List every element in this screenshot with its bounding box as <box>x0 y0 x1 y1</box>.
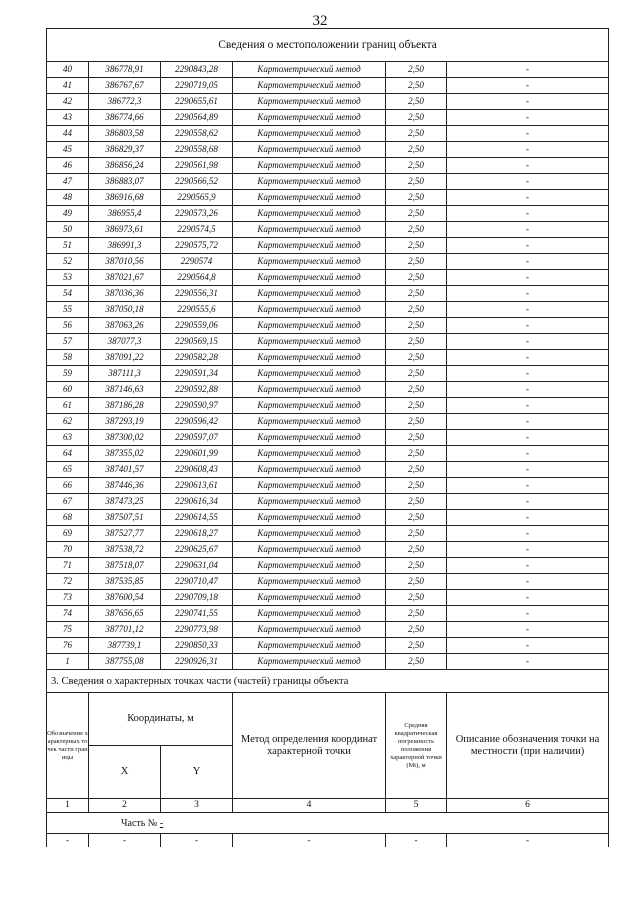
point-id-cell: 45 <box>47 142 89 158</box>
mt-value-cell: 2,50 <box>386 414 447 430</box>
description-cell: - <box>447 174 609 190</box>
coord-x-cell: 387535,85 <box>89 574 161 590</box>
mt-value-cell: 2,50 <box>386 142 447 158</box>
mt-value-cell: 2,50 <box>386 78 447 94</box>
table-row <box>47 574 609 590</box>
coord-x-cell: 387010,56 <box>89 254 161 270</box>
method-cell: Картометрический метод <box>233 398 386 414</box>
mt-value-cell: 2,50 <box>386 318 447 334</box>
method-cell: Картометрический метод <box>233 318 386 334</box>
page-number: 32 <box>312 13 328 29</box>
point-id-cell: 44 <box>47 126 89 142</box>
section3-title: 3. Сведения о характерных точках части (частей) границы объекта <box>47 670 609 693</box>
method-cell: Картометрический метод <box>233 526 386 542</box>
table-row <box>47 590 609 606</box>
table-row <box>47 174 609 190</box>
coord-x-cell: 387021,67 <box>89 270 161 286</box>
mt-value-cell: 2,50 <box>386 398 447 414</box>
coord-y-cell: 2290573,26 <box>161 206 233 222</box>
method-cell: Картометрический метод <box>233 334 386 350</box>
coord-y-cell: 2290741,55 <box>161 606 233 622</box>
method-cell: Картометрический метод <box>233 654 386 670</box>
table-row <box>47 158 609 174</box>
table-row <box>47 142 609 158</box>
coord-y-cell: 2290590,97 <box>161 398 233 414</box>
point-id-cell: 75 <box>47 622 89 638</box>
description-cell: - <box>447 590 609 606</box>
description-cell: - <box>447 366 609 382</box>
header-mt: Средняя квадратическая погрешность положения характерной точки (Mt), м <box>386 693 447 799</box>
part-points-table <box>46 670 609 847</box>
method-cell: Картометрический метод <box>233 206 386 222</box>
description-cell: - <box>447 414 609 430</box>
method-cell: Картометрический метод <box>233 78 386 94</box>
mt-value-cell: 2,50 <box>386 654 447 670</box>
point-id-cell: 62 <box>47 414 89 430</box>
point-id-cell: 56 <box>47 318 89 334</box>
coord-y-cell: 2290574 <box>161 254 233 270</box>
point-id-cell: 74 <box>47 606 89 622</box>
description-cell: - <box>447 350 609 366</box>
col-number: 4 <box>233 799 386 813</box>
coord-x-cell: 387077,3 <box>89 334 161 350</box>
coordinates-table <box>46 28 609 670</box>
coord-y-cell: 2290564,89 <box>161 110 233 126</box>
coord-x-cell: 387401,57 <box>89 462 161 478</box>
coord-y-cell: 2290631,04 <box>161 558 233 574</box>
section-title: Сведения о местоположении границ объекта <box>47 29 609 62</box>
method-cell: Картометрический метод <box>233 190 386 206</box>
coord-x-cell: 387050,18 <box>89 302 161 318</box>
coord-x-cell: 387186,28 <box>89 398 161 414</box>
coord-y-cell: 2290591,34 <box>161 366 233 382</box>
coord-x-cell: 386955,4 <box>89 206 161 222</box>
coord-y-cell: 2290618,27 <box>161 526 233 542</box>
table-row <box>47 94 609 110</box>
point-id-cell: 52 <box>47 254 89 270</box>
table-row <box>47 510 609 526</box>
mt-value-cell: 2,50 <box>386 494 447 510</box>
mt-value-cell: 2,50 <box>386 558 447 574</box>
mt-value-cell: 2,50 <box>386 254 447 270</box>
method-cell: Картометрический метод <box>233 430 386 446</box>
method-cell: Картометрический метод <box>233 142 386 158</box>
table-row <box>47 302 609 318</box>
method-cell: Картометрический метод <box>233 638 386 654</box>
coord-x-cell: 387036,36 <box>89 286 161 302</box>
table-row <box>47 462 609 478</box>
table-row <box>47 126 609 142</box>
description-cell: - <box>447 638 609 654</box>
table-row <box>47 190 609 206</box>
description-cell: - <box>447 318 609 334</box>
description-cell: - <box>447 558 609 574</box>
coord-x-cell: 387446,36 <box>89 478 161 494</box>
mt-value-cell: 2,50 <box>386 238 447 254</box>
coord-y-cell: 2290574,5 <box>161 222 233 238</box>
coord-y-cell: 2290616,34 <box>161 494 233 510</box>
coord-x-cell: 386774,66 <box>89 110 161 126</box>
col-number: 1 <box>47 799 89 813</box>
description-cell: - <box>447 206 609 222</box>
point-id-cell: 55 <box>47 302 89 318</box>
table-row <box>47 638 609 654</box>
table-row <box>47 318 609 334</box>
coord-y-cell: 2290613,61 <box>161 478 233 494</box>
col-number: 6 <box>447 799 609 813</box>
point-id-cell: 60 <box>47 382 89 398</box>
method-cell: Картометрический метод <box>233 270 386 286</box>
description-cell: - <box>447 270 609 286</box>
point-id-cell: 51 <box>47 238 89 254</box>
header-x: X <box>89 746 161 799</box>
point-id-cell: 54 <box>47 286 89 302</box>
mt-value-cell: 2,50 <box>386 366 447 382</box>
mt-value-cell: 2,50 <box>386 542 447 558</box>
method-cell: Картометрический метод <box>233 574 386 590</box>
point-id-cell: 71 <box>47 558 89 574</box>
method-cell: Картометрический метод <box>233 542 386 558</box>
point-id-cell: 65 <box>47 462 89 478</box>
mt-value-cell: 2,50 <box>386 462 447 478</box>
description-cell: - <box>447 222 609 238</box>
coord-y-cell: 2290596,42 <box>161 414 233 430</box>
method-cell: Картометрический метод <box>233 302 386 318</box>
coord-y-cell: 2290569,15 <box>161 334 233 350</box>
coord-y-cell: 2290608,43 <box>161 462 233 478</box>
method-cell: Картометрический метод <box>233 414 386 430</box>
coord-y-cell: 2290597,07 <box>161 430 233 446</box>
coord-x-cell: 386916,68 <box>89 190 161 206</box>
table-row <box>47 366 609 382</box>
description-cell: - <box>447 142 609 158</box>
table-row <box>47 526 609 542</box>
coord-y-cell: 2290773,98 <box>161 622 233 638</box>
empty-cell: - <box>233 834 386 848</box>
table-row <box>47 606 609 622</box>
coord-x-cell: 387656,65 <box>89 606 161 622</box>
method-cell: Картометрический метод <box>233 62 386 78</box>
table-row <box>47 494 609 510</box>
method-cell: Картометрический метод <box>233 126 386 142</box>
method-cell: Картометрический метод <box>233 478 386 494</box>
mt-value-cell: 2,50 <box>386 62 447 78</box>
point-id-cell: 47 <box>47 174 89 190</box>
mt-value-cell: 2,50 <box>386 638 447 654</box>
method-cell: Картометрический метод <box>233 254 386 270</box>
description-cell: - <box>447 334 609 350</box>
mt-value-cell: 2,50 <box>386 158 447 174</box>
col-number: 5 <box>386 799 447 813</box>
coord-y-cell: 2290582,28 <box>161 350 233 366</box>
coord-x-cell: 387538,72 <box>89 542 161 558</box>
method-cell: Картометрический метод <box>233 590 386 606</box>
mt-value-cell: 2,50 <box>386 606 447 622</box>
coord-x-cell: 387063,26 <box>89 318 161 334</box>
coord-x-cell: 387739,1 <box>89 638 161 654</box>
coord-y-cell: 2290719,05 <box>161 78 233 94</box>
table-row <box>47 254 609 270</box>
point-id-cell: 63 <box>47 430 89 446</box>
description-cell: - <box>447 190 609 206</box>
coord-y-cell: 2290575,72 <box>161 238 233 254</box>
mt-value-cell: 2,50 <box>386 446 447 462</box>
coord-y-cell: 2290601,99 <box>161 446 233 462</box>
method-cell: Картометрический метод <box>233 222 386 238</box>
coord-x-cell: 387300,02 <box>89 430 161 446</box>
description-cell: - <box>447 238 609 254</box>
mt-value-cell: 2,50 <box>386 334 447 350</box>
table-row <box>47 446 609 462</box>
coord-y-cell: 2290614,55 <box>161 510 233 526</box>
method-cell: Картометрический метод <box>233 94 386 110</box>
coord-y-cell: 2290566,52 <box>161 174 233 190</box>
description-cell: - <box>447 110 609 126</box>
coord-x-cell: 386829,37 <box>89 142 161 158</box>
coord-y-cell: 2290561,98 <box>161 158 233 174</box>
coord-x-cell: 387507,51 <box>89 510 161 526</box>
mt-value-cell: 2,50 <box>386 430 447 446</box>
table-row <box>47 62 609 78</box>
table-row <box>47 382 609 398</box>
coord-y-cell: 2290558,68 <box>161 142 233 158</box>
method-cell: Картометрический метод <box>233 350 386 366</box>
method-cell: Картометрический метод <box>233 462 386 478</box>
point-id-cell: 43 <box>47 110 89 126</box>
coord-x-cell: 386803,58 <box>89 126 161 142</box>
col-number: 2 <box>89 799 161 813</box>
description-cell: - <box>447 286 609 302</box>
point-id-cell: 70 <box>47 542 89 558</box>
table-row <box>47 206 609 222</box>
point-id-cell: 64 <box>47 446 89 462</box>
header-description: Описание обозначения точки на местности (при наличии) <box>447 693 609 799</box>
table-row <box>47 558 609 574</box>
table-row <box>47 350 609 366</box>
coord-y-cell: 2290710,47 <box>161 574 233 590</box>
mt-value-cell: 2,50 <box>386 174 447 190</box>
description-cell: - <box>447 446 609 462</box>
description-cell: - <box>447 526 609 542</box>
method-cell: Картометрический метод <box>233 446 386 462</box>
mt-value-cell: 2,50 <box>386 94 447 110</box>
coord-y-cell: 2290556,31 <box>161 286 233 302</box>
point-id-cell: 50 <box>47 222 89 238</box>
point-id-cell: 1 <box>47 654 89 670</box>
mt-value-cell: 2,50 <box>386 510 447 526</box>
table-row <box>47 110 609 126</box>
point-id-cell: 57 <box>47 334 89 350</box>
description-cell: - <box>447 478 609 494</box>
description-cell: - <box>447 94 609 110</box>
table-row <box>47 478 609 494</box>
empty-cell: - <box>47 834 89 848</box>
table-row <box>47 286 609 302</box>
point-id-cell: 61 <box>47 398 89 414</box>
description-cell: - <box>447 430 609 446</box>
method-cell: Картометрический метод <box>233 382 386 398</box>
point-id-cell: 42 <box>47 94 89 110</box>
point-id-cell: 48 <box>47 190 89 206</box>
coord-y-cell: 2290655,61 <box>161 94 233 110</box>
header-method: Метод определения координат характерной точки <box>233 693 386 799</box>
mt-value-cell: 2,50 <box>386 190 447 206</box>
point-id-cell: 76 <box>47 638 89 654</box>
point-id-cell: 72 <box>47 574 89 590</box>
description-cell: - <box>447 254 609 270</box>
method-cell: Картометрический метод <box>233 622 386 638</box>
method-cell: Картометрический метод <box>233 158 386 174</box>
coord-y-cell: 2290592,88 <box>161 382 233 398</box>
mt-value-cell: 2,50 <box>386 222 447 238</box>
boundary-table-sheet <box>46 28 608 847</box>
mt-value-cell: 2,50 <box>386 206 447 222</box>
coord-x-cell: 386767,67 <box>89 78 161 94</box>
method-cell: Картометрический метод <box>233 286 386 302</box>
point-id-cell: 59 <box>47 366 89 382</box>
mt-value-cell: 2,50 <box>386 110 447 126</box>
col-number: 3 <box>161 799 233 813</box>
mt-value-cell: 2,50 <box>386 350 447 366</box>
part-row <box>47 813 609 834</box>
coord-x-cell: 387091,22 <box>89 350 161 366</box>
description-cell: - <box>447 78 609 94</box>
coord-x-cell: 387600,54 <box>89 590 161 606</box>
coord-x-cell: 387473,25 <box>89 494 161 510</box>
table-row <box>47 398 609 414</box>
coord-x-cell: 387293,19 <box>89 414 161 430</box>
table-row <box>47 430 609 446</box>
description-cell: - <box>447 494 609 510</box>
header-point-id: Обозначение характерных точек части границы <box>47 693 89 799</box>
coord-y-cell: 2290558,62 <box>161 126 233 142</box>
description-cell: - <box>447 302 609 318</box>
coord-y-cell: 2290565,9 <box>161 190 233 206</box>
table-row <box>47 222 609 238</box>
empty-cell: - <box>89 834 161 848</box>
coord-x-cell: 387527,77 <box>89 526 161 542</box>
table-row <box>47 622 609 638</box>
point-id-cell: 46 <box>47 158 89 174</box>
mt-value-cell: 2,50 <box>386 478 447 494</box>
table-row <box>47 414 609 430</box>
coord-x-cell: 387701,12 <box>89 622 161 638</box>
description-cell: - <box>447 622 609 638</box>
part-label: Часть № <box>121 817 158 829</box>
coord-x-cell: 386772,3 <box>89 94 161 110</box>
method-cell: Картометрический метод <box>233 238 386 254</box>
method-cell: Картометрический метод <box>233 110 386 126</box>
header-coordinates: Координаты, м <box>89 693 233 746</box>
coord-x-cell: 386883,07 <box>89 174 161 190</box>
mt-value-cell: 2,50 <box>386 622 447 638</box>
coord-x-cell: 386991,3 <box>89 238 161 254</box>
method-cell: Картометрический метод <box>233 174 386 190</box>
coord-x-cell: 387146,63 <box>89 382 161 398</box>
point-id-cell: 68 <box>47 510 89 526</box>
coord-y-cell: 2290843,28 <box>161 62 233 78</box>
point-id-cell: 69 <box>47 526 89 542</box>
description-cell: - <box>447 574 609 590</box>
header-y: Y <box>161 746 233 799</box>
coord-y-cell: 2290559,06 <box>161 318 233 334</box>
coord-y-cell: 2290564,8 <box>161 270 233 286</box>
table-row <box>47 542 609 558</box>
coord-y-cell: 2290555,6 <box>161 302 233 318</box>
description-cell: - <box>447 654 609 670</box>
empty-cell: - <box>161 834 233 848</box>
method-cell: Картометрический метод <box>233 494 386 510</box>
description-cell: - <box>447 510 609 526</box>
coord-x-cell: 387355,02 <box>89 446 161 462</box>
mt-value-cell: 2,50 <box>386 382 447 398</box>
coord-x-cell: 386778,91 <box>89 62 161 78</box>
mt-value-cell: 2,50 <box>386 270 447 286</box>
empty-cell: - <box>386 834 447 848</box>
table-row <box>47 238 609 254</box>
mt-value-cell: 2,50 <box>386 302 447 318</box>
description-cell: - <box>447 126 609 142</box>
point-id-cell: 53 <box>47 270 89 286</box>
table-row <box>47 270 609 286</box>
part-value: - <box>159 817 164 829</box>
point-id-cell: 41 <box>47 78 89 94</box>
method-cell: Картометрический метод <box>233 606 386 622</box>
description-cell: - <box>447 382 609 398</box>
coord-x-cell: 386973,61 <box>89 222 161 238</box>
table-row <box>47 654 609 670</box>
mt-value-cell: 2,50 <box>386 286 447 302</box>
coord-x-cell: 387755,08 <box>89 654 161 670</box>
coord-y-cell: 2290926,31 <box>161 654 233 670</box>
table-row <box>47 334 609 350</box>
description-cell: - <box>447 62 609 78</box>
coord-x-cell: 386856,24 <box>89 158 161 174</box>
description-cell: - <box>447 462 609 478</box>
point-id-cell: 40 <box>47 62 89 78</box>
point-id-cell: 49 <box>47 206 89 222</box>
description-cell: - <box>447 606 609 622</box>
description-cell: - <box>447 542 609 558</box>
empty-cell: - <box>447 834 609 848</box>
point-id-cell: 73 <box>47 590 89 606</box>
method-cell: Картометрический метод <box>233 510 386 526</box>
point-id-cell: 66 <box>47 478 89 494</box>
description-cell: - <box>447 398 609 414</box>
method-cell: Картометрический метод <box>233 366 386 382</box>
coord-x-cell: 387111,3 <box>89 366 161 382</box>
mt-value-cell: 2,50 <box>386 126 447 142</box>
coord-x-cell: 387518,07 <box>89 558 161 574</box>
mt-value-cell: 2,50 <box>386 590 447 606</box>
coord-y-cell: 2290625,67 <box>161 542 233 558</box>
coord-y-cell: 2290709,18 <box>161 590 233 606</box>
mt-value-cell: 2,50 <box>386 574 447 590</box>
point-id-cell: 67 <box>47 494 89 510</box>
coord-y-cell: 2290850,33 <box>161 638 233 654</box>
point-id-cell: 58 <box>47 350 89 366</box>
table-row <box>47 78 609 94</box>
method-cell: Картометрический метод <box>233 558 386 574</box>
description-cell: - <box>447 158 609 174</box>
mt-value-cell: 2,50 <box>386 526 447 542</box>
